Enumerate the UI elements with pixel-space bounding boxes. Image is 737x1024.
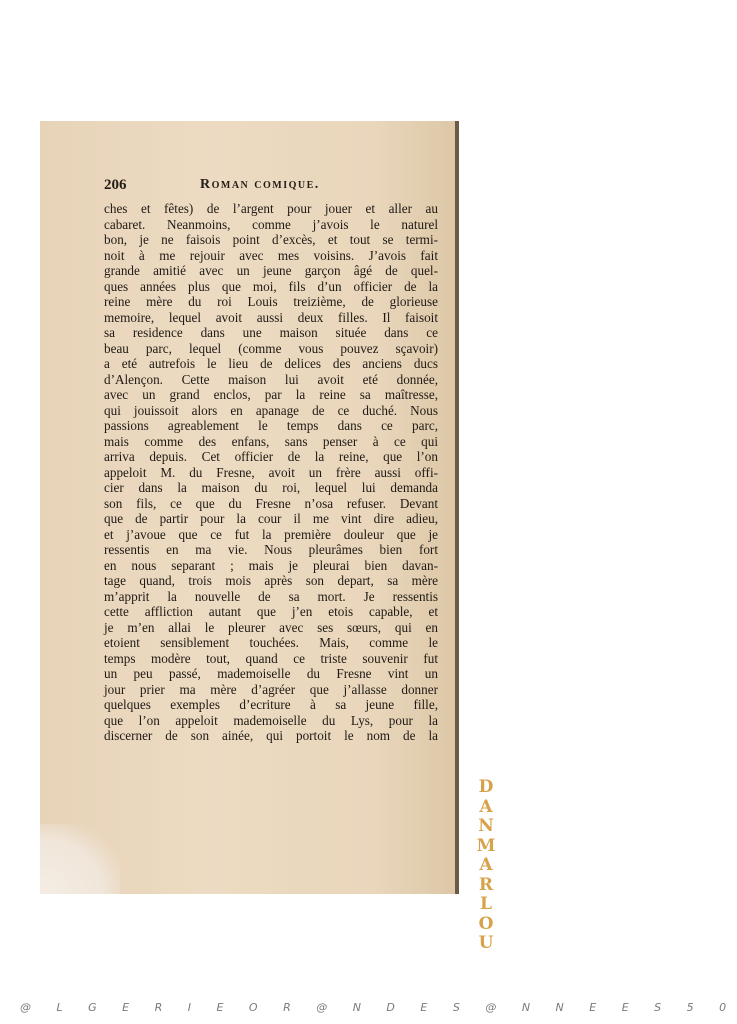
text-line: ches et fêtes) de l’argent pour jouer et aller au <box>104 201 438 216</box>
watermark-vertical <box>474 778 498 954</box>
watermark-letter: M <box>476 835 496 856</box>
text-line: etoient sensiblement touchées. Mais, comme le <box>104 635 438 650</box>
text-line: ques années plus que moi, fils d’un officier de la <box>104 278 438 294</box>
text-line: m’apprit la nouvelle de sa mort. Je ressentis <box>104 588 438 604</box>
text-line: ressentis en ma vie. Nous pleurâmes bien fort <box>104 542 438 557</box>
text-line: son fils, ce que du Fresne n’osa refuser. Devant <box>104 495 438 511</box>
text-line: reine mère du roi Louis treizième, de glorieuse <box>104 294 438 309</box>
page-corner-shade <box>40 824 120 894</box>
watermark-letter: R <box>478 874 494 895</box>
text-line: temps modère tout, quand ce triste souvenir fut <box>104 650 438 666</box>
text-line: cabaret. Neanmoins, comme j’avois le naturel <box>104 216 438 232</box>
text-line: avec un grand enclos, par la reine sa maîtresse, <box>104 387 438 402</box>
text-line: grande amitié avec un jeune garçon âgé de quel- <box>104 263 438 278</box>
text-line: d’Alençon. Cette maison lui avoit eté donnée, <box>104 371 438 387</box>
text-line: je m’en allai le pleurer avec ses sœurs, qui en <box>104 619 438 635</box>
text-line: jour prier ma mère d’agréer que j’allasse donner <box>104 681 438 697</box>
watermark-letter: A <box>479 855 493 875</box>
text-line: tage quand, trois mois après son depart, sa mère <box>104 573 438 588</box>
text-line: en nous separant ; mais je pleurai bien davan- <box>104 557 438 573</box>
text-line: appeloit M. du Fresne, avoit un frère aussi offi- <box>104 464 438 480</box>
text-line: noit à me rejouir avec mes voisins. J’avois fait <box>104 247 438 263</box>
running-head <box>104 177 434 199</box>
text-line: a eté autrefois le lieu de delices des anciens ducs <box>104 356 438 371</box>
text-line: mais comme des enfans, sans penser à ce qui <box>104 433 438 449</box>
body-text <box>104 201 438 744</box>
watermark-letter: D <box>478 777 494 797</box>
text-line: arriva depuis. Cet officier de la reine, que l’on <box>104 449 438 464</box>
watermark-bottom: @ L G E R I E O R @ N D E S @ N N E E S 5 0 <box>20 1001 737 1014</box>
text-line: et j’avoue que ce fut la première douleur que je <box>104 526 438 542</box>
text-line: cette affliction autant que j’en etois capable, et <box>104 604 438 619</box>
watermark-letter: L <box>480 894 492 914</box>
watermark-letter: O <box>478 913 494 934</box>
text-line: que l’on appeloit mademoiselle du Lys, pour la <box>104 712 438 728</box>
page-number: 206 <box>104 177 127 193</box>
text-line: un peu passé, mademoiselle du Fresne vint un <box>104 666 438 681</box>
watermark-letter: A <box>479 796 493 817</box>
text-line: que de partir pour la cour il me vint dire adieu, <box>104 511 438 526</box>
text-line: discerner de son ainée, qui portoit le nom de la <box>104 728 438 743</box>
header-title: Roman comique. <box>200 177 320 192</box>
text-line: bon, je ne faisois point d’excès, et tout se termi- <box>104 232 438 247</box>
text-line: cier dans la maison du roi, lequel lui demanda <box>104 480 438 495</box>
text-line: sa residence dans une maison située dans ce <box>104 325 438 340</box>
watermark-letter: U <box>478 933 494 953</box>
text-line: qui jouissoit alors en apanage de ce duché. Nous <box>104 402 438 418</box>
text-line: passions agreablement le temps dans ce parc, <box>104 418 438 433</box>
watermark-letter: N <box>478 816 494 836</box>
text-line: beau parc, lequel (comme vous pouvez sçavoir) <box>104 340 438 356</box>
text-line: quelques exemples d’ecriture à sa jeune fille, <box>104 697 438 712</box>
text-line: memoire, lequel avoit aussi deux filles. Il faisoit <box>104 309 438 325</box>
scanned-book-page <box>40 121 459 894</box>
